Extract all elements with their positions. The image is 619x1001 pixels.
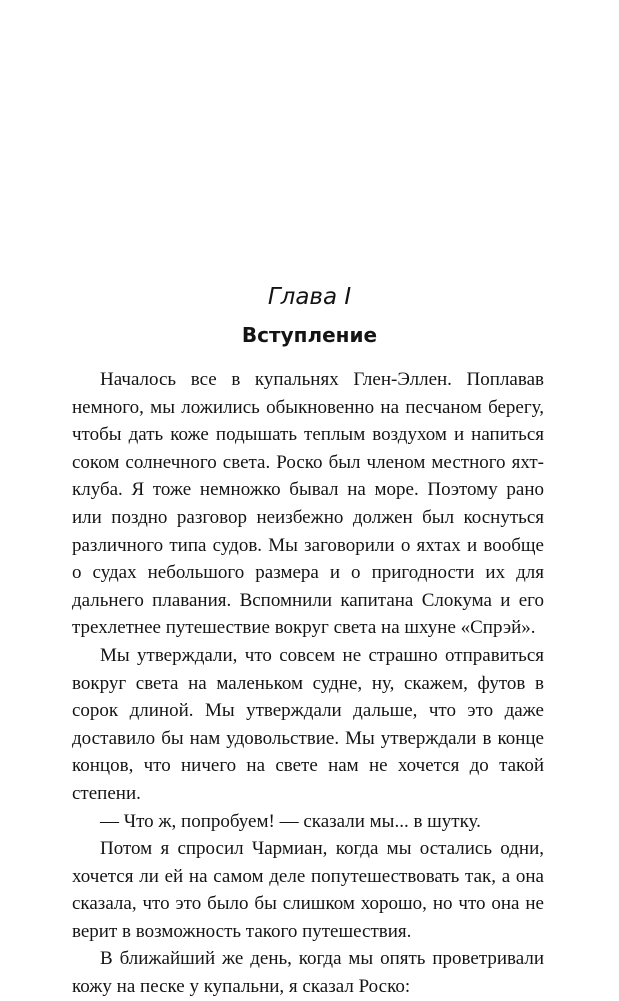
chapter-title: Глава I [267,284,352,310]
paragraph: Мы утверждали, что совсем не страшно отправиться вокруг света на маленьком судне, ну, скажем, футов в сорок длиной. Мы утверждали дальше, что это даже доставило бы нам удовольствие. Мы утверждали в конце концов, что ничего на свете нам не хочется до такой степени. [72,644,544,804]
chapter-subtitle: Вступление [241,323,378,347]
body-text [72,366,544,1001]
paragraph: В ближайший же день, когда мы опять проветривали кожу на песке у купальни, я сказал Роско: [72,948,544,998]
paragraph: — Что ж, попробуем! — сказали мы... в шутку. [100,810,481,832]
paragraph: Началось все в купальнях Глен-Эллен. Поплавав немного, мы ложились обыкновенно на песчаном берегу, чтобы дать коже подышать теплым воздухом и напиться соком солнечного света. Роско был членом местного яхт-клуба. Я тоже немножко бывал на море. Поэтому рано или поздно разговор неизбежно должен был коснуться различного типа судов. Мы заговорили о яхтах и вообще о судах небольшого размера и о пригодности их для дальнего плавания. Вспомнили капитана Слокума и его трехлетнее путешествие вокруг света на шхуне «Спрэй». [72,369,544,639]
paragraph: Потом я спросил Чармиан, когда мы остались одни, хочется ли ей на самом деле попутешествовать так, а она сказала, что это было бы слишком хорошо, но что она не верит в возможность такого путешествия. [72,838,544,942]
